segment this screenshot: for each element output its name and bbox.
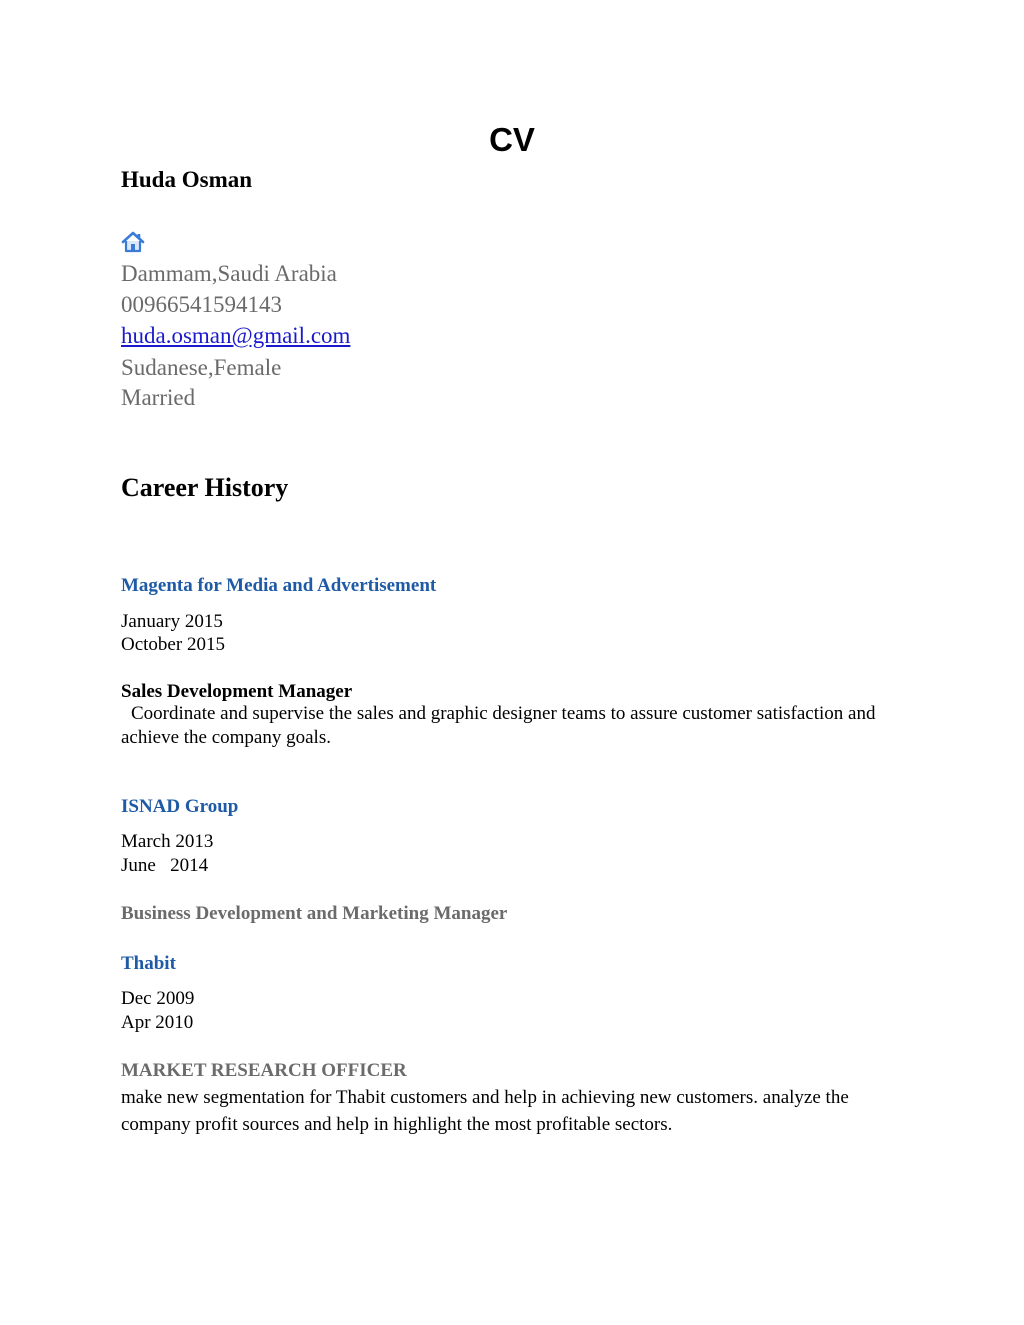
job-start-date: Dec 2009 — [121, 988, 195, 1009]
job-start-date: March 2013 — [121, 831, 214, 852]
location-text: Dammam,Saudi Arabia — [121, 261, 337, 286]
home-icon — [121, 231, 145, 253]
job-company: ISNAD Group — [121, 796, 239, 817]
job-end-date: Apr 2010 — [121, 1012, 194, 1033]
candidate-name: Huda Osman — [121, 167, 253, 192]
email-link[interactable]: huda.osman@gmail.com — [121, 323, 351, 348]
job-start-date: January 2015 — [121, 611, 223, 632]
phone-text: 00966541594143 — [121, 292, 282, 317]
marital-status-text: Married — [121, 385, 196, 410]
document-title: CV — [489, 121, 535, 158]
job-role: MARKET RESEARCH OFFICER — [121, 1060, 407, 1081]
job-description: make new segmentation for Thabit customers and help in achieving new customers. analyze the company profit sources and help in highlight the most profitable sectors. — [121, 1087, 849, 1135]
job-end-date: October 2015 — [121, 634, 225, 655]
career-history-heading: Career History — [121, 473, 289, 502]
job-description: Coordinate and supervise the sales and graphic designer teams to assure customer satisfaction and achieve the company goals. — [121, 703, 876, 748]
job-end-date: June 2014 — [121, 855, 209, 876]
job-company: Magenta for Media and Advertisement — [121, 575, 437, 596]
job-role: Sales Development Manager — [121, 681, 353, 702]
job-company: Thabit — [121, 953, 176, 974]
nationality-gender-text: Sudanese,Female — [121, 355, 282, 380]
job-role: Business Development and Marketing Manager — [121, 903, 508, 924]
